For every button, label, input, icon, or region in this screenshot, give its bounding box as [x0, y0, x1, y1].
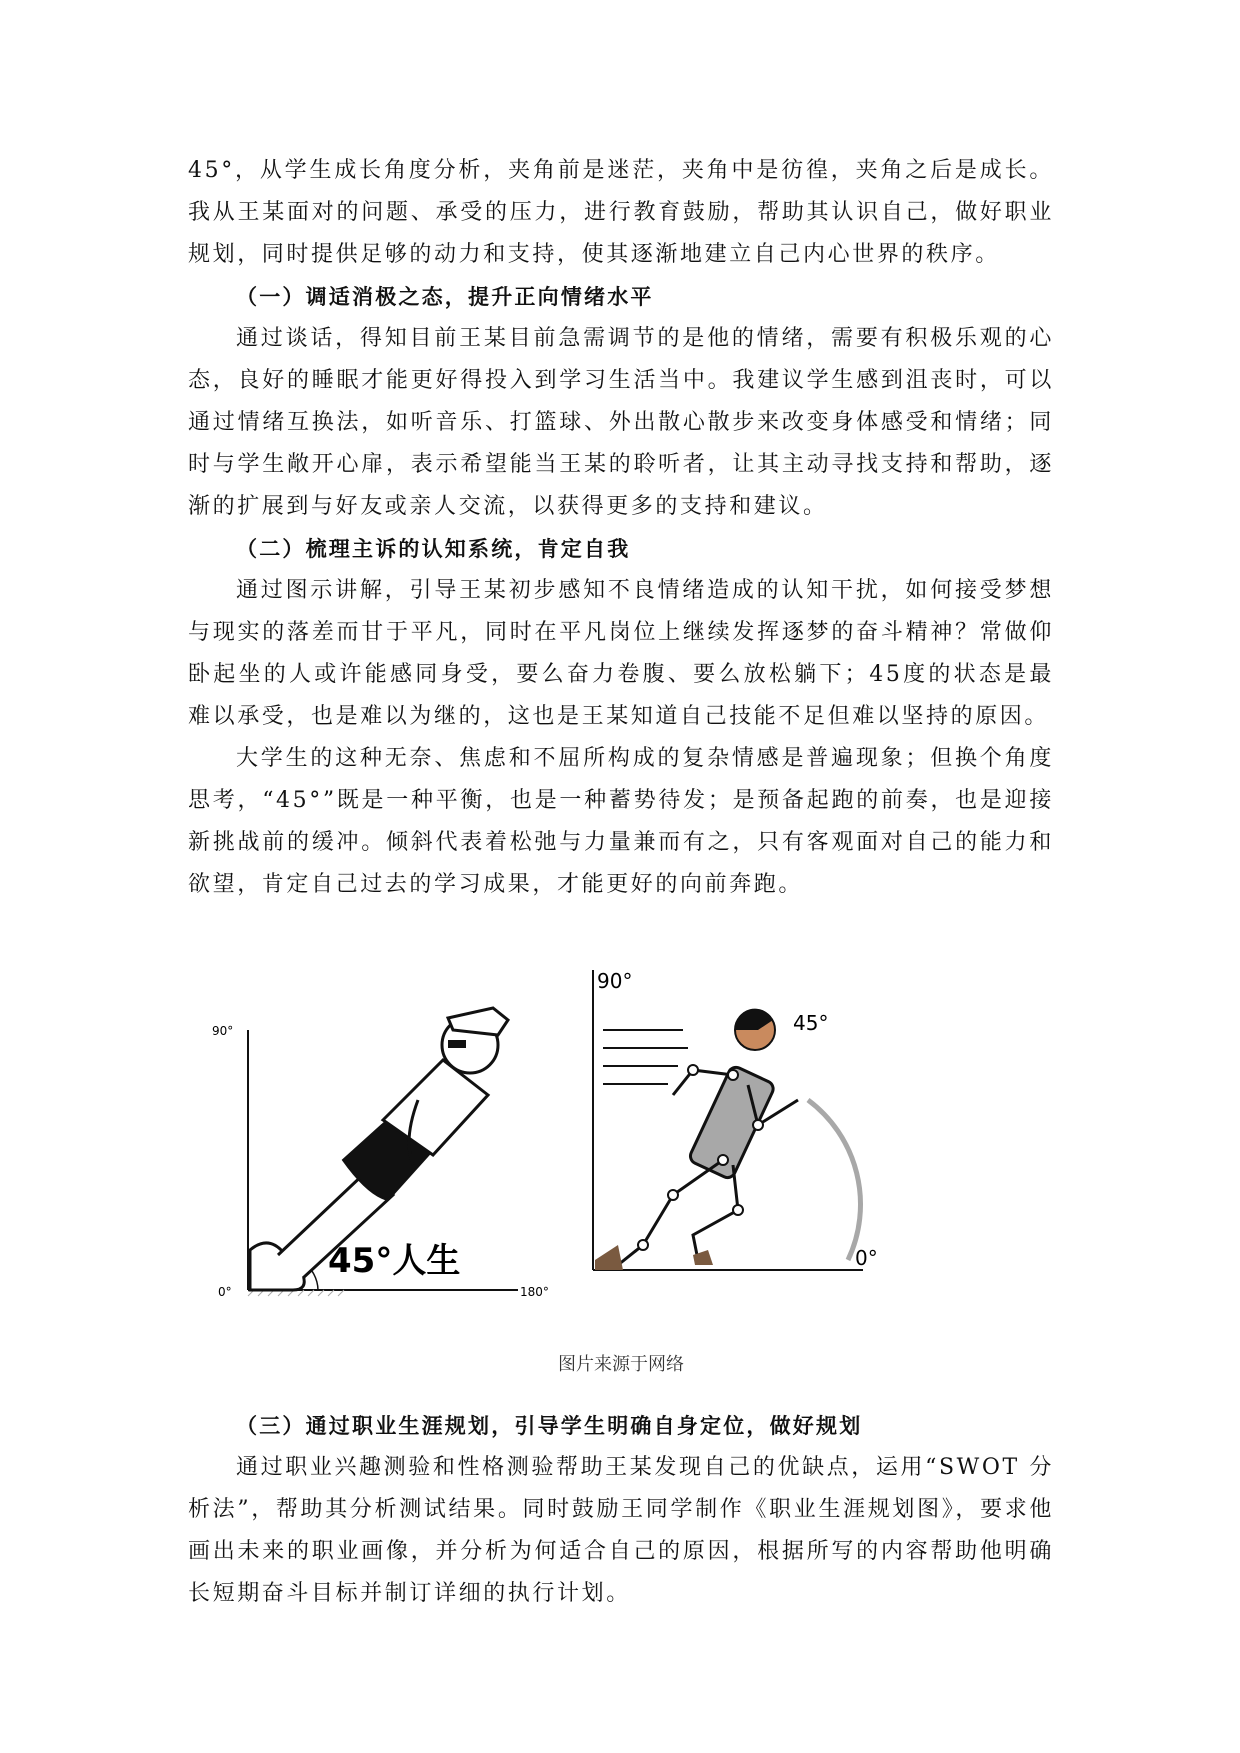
right-label-90: 90° — [597, 969, 633, 993]
document-page — [188, 150, 1054, 1606]
left-label-0: 0° — [218, 1285, 232, 1299]
runner-front-leg — [693, 1165, 738, 1260]
figure-45-life — [208, 990, 558, 1330]
motion-lines — [603, 1030, 688, 1084]
section-2-paragraph-1: 通过图示讲解，引导王某初步感知不良情绪造成的认知干扰，如何接受梦想与现实的落差而甘于平凡，同时在平凡岗位上继续发挥逐梦的奋斗精神？常做仰卧起坐的人或许能感同身受，要么奋力卷腹、要么放松躺下；45度的状态是最难以承受，也是难以为继的，这也是王某知道自己技能不足但难以坚持的原因。 — [188, 578, 1054, 729]
motion-arc — [808, 1100, 861, 1260]
section-3-paragraph: 通过职业兴趣测验和性格测验帮助王某发现自己的优缺点，运用“SWOT 分析法”，帮助其分析测试结果。同时鼓励王同学制作《职业生涯规划图》，要求他画出未来的职业画像，并分析为何适合自己的原因，根据所写的内容帮助他明确长短期奋斗目标并制订详细的执行计划。 — [188, 1455, 1054, 1606]
section-1-paragraph: 通过谈话，得知目前王某目前急需调节的是他的情绪，需要有积极乐观的心态，良好的睡眠才能更好得投入到学习生活当中。我建议学生感到沮丧时，可以通过情绪互换法，如听音乐、打篮球、外出散心散步来改变身体感受和情绪；同时与学生敞开心扉，表示希望能当王某的聆听者，让其主动寻找支持和帮助，逐渐的扩展到与好友或亲人交流，以获得更多的支持和建议。 — [188, 326, 1054, 519]
left-figure-title: 45°人生 — [328, 1241, 461, 1281]
runner-shoe-back — [595, 1245, 623, 1270]
cap-icon — [448, 1008, 508, 1035]
runner-back-leg — [618, 1160, 723, 1265]
section-1-heading: （一）调适消极之态，提升正向情绪水平 — [236, 285, 654, 309]
figure-caption: 图片来源于网络 — [558, 1354, 684, 1375]
sunglasses-icon — [448, 1040, 466, 1048]
section-3-heading: （三）通过职业生涯规划，引导学生明确自身定位，做好规划 — [236, 1414, 863, 1438]
right-label-45: 45° — [793, 1011, 829, 1035]
section-2-heading: （二）梳理主诉的认知系统，肯定自我 — [236, 537, 631, 561]
right-label-0: 0° — [855, 1246, 878, 1270]
figure-runner-45 — [583, 960, 913, 1300]
left-label-90: 90° — [212, 1024, 234, 1038]
section-2-paragraph-2: 大学生的这种无奈、焦虑和不屈所构成的复杂情感是普遍现象；但换个角度思考，“45°”既是一种平衡，也是一种蓄势待发；是预备起跑的前奏，也是迎接新挑战前的缓冲。倾斜代表着松弛与力量兼而有之，只有客观面对自己的能力和欲望，肯定自己过去的学习成果，才能更好的向前奔跑。 — [188, 746, 1054, 897]
section-3 — [188, 1405, 1054, 1615]
intro-paragraph: 45°，从学生成长角度分析，夹角前是迷茫，夹角中是彷徨，夹角之后是成长。我从王某面对的问题、承受的压力，进行教育鼓励，帮助其认识自己，做好职业规划，同时提供足够的动力和支持，使其逐渐地建立自己内心世界的秩序。 — [188, 158, 1054, 267]
left-label-180: 180° — [520, 1285, 549, 1299]
